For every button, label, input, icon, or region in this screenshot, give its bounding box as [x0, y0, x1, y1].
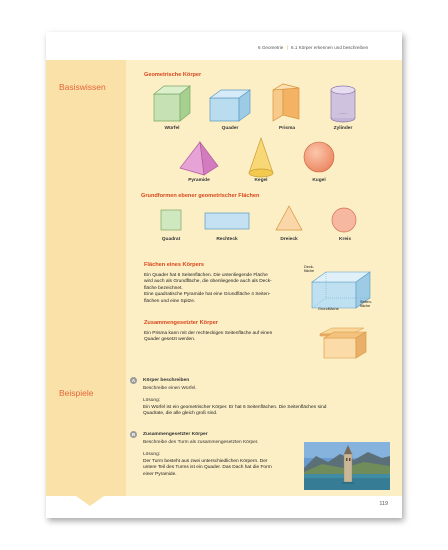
- text-line: Quadrate, die alle gleich groß sind.: [143, 411, 218, 417]
- caption-kugel: Kugel: [312, 178, 326, 183]
- sidebar: [46, 60, 126, 496]
- example-b-title: Zusammengesetzter Körper: [143, 432, 208, 437]
- caption-dreieck: Dreieck: [280, 237, 298, 242]
- sphere-shape: [302, 140, 336, 174]
- example-a-solution: [143, 405, 393, 418]
- caption-kreis: Kreis: [339, 237, 351, 242]
- example-a-badge: A: [131, 378, 136, 383]
- caption-zylinder: Zylinder: [333, 126, 353, 131]
- flaechen-koerper-text: [144, 273, 304, 305]
- header-separator: |: [286, 45, 288, 50]
- example-a-loesung-label: Lösung:: [143, 398, 161, 403]
- sidebar-notch-bottom: [76, 496, 104, 506]
- flaechen-koerper-title: Flächen eines Körpers: [144, 262, 204, 268]
- basiswissen-label: Basiswissen: [59, 82, 106, 92]
- tower-photo: [304, 442, 390, 490]
- caption-kegel: Kegel: [254, 178, 268, 183]
- caption-wuerfel: Würfel: [164, 126, 180, 131]
- text-line: wird auch als Grundfläche, die obenliegende auch als Deck-: [144, 279, 272, 285]
- pyramid-shape: [176, 140, 222, 178]
- text-line: Quader gesetzt werden.: [144, 337, 196, 343]
- cone-shape: [246, 136, 276, 180]
- composite-body-diagram: [316, 324, 376, 362]
- text-line: Ein Prisma kann mit der rechteckigen Seitenfläche auf einen: [144, 331, 273, 336]
- text-line: Eine quadratische Pyramide hat eine Grundfläche 4 Seiten-: [144, 292, 271, 298]
- textbook-page: [46, 32, 402, 518]
- header-section: 6.1 Körper erkennen und beschreiben: [291, 45, 369, 50]
- example-b-loesung-label: Lösung:: [143, 452, 161, 457]
- text-line: flächen und eine Spitze.: [144, 298, 196, 304]
- prism-shape: [269, 82, 305, 124]
- caption-pyramide: Pyramide: [188, 178, 210, 183]
- caption-rechteck: Rechteck: [216, 237, 238, 242]
- example-b-task: Beschreibe den Turm als zusammengesetzten Körper.: [143, 440, 259, 445]
- caption-prisma: Prisma: [279, 126, 295, 131]
- rectangle-shape: [203, 211, 251, 231]
- text-line: Der Turm besteht aus zwei unterschiedlichen Körpern. Der: [143, 459, 268, 464]
- square-shape: [159, 208, 183, 232]
- triangle-shape: [274, 204, 304, 232]
- text-line: einer Pyramide.: [143, 471, 177, 477]
- label-deckflaeche: Deck- fläche: [304, 265, 315, 274]
- caption-quadrat: Quadrat: [161, 237, 181, 242]
- zusammen-text: [144, 331, 314, 344]
- text-line: Ein Würfel ist ein geometrischer Körper. Er hat 6 Seitenflächen. Die Seitenflächen sind: [143, 405, 327, 410]
- flaechen-title: Grundformen ebener geometrischer Flächen: [141, 193, 260, 199]
- koerper-title: Geometrische Körper: [144, 72, 202, 78]
- example-b-solution: [143, 459, 313, 478]
- example-a-title: Körper beschreiben: [143, 378, 190, 383]
- example-a-task: Beschreibe einen Würfel.: [143, 386, 197, 391]
- zusammen-title: Zusammengesetzter Körper: [144, 320, 218, 326]
- cylinder-shape: [328, 84, 358, 124]
- header-chapter: 6 Geometrie: [258, 45, 284, 50]
- text-line: fläche bezeichnet.: [144, 285, 183, 291]
- caption-quader: Quader: [221, 126, 239, 131]
- cube-shape: [150, 84, 194, 124]
- beispiele-label: Beispiele: [59, 388, 94, 398]
- text-line: untere Teil des Turms ist ein Quader. Das Dach hat die Form: [143, 465, 272, 471]
- page-number: 119: [379, 501, 388, 507]
- cuboid-shape: [207, 88, 253, 124]
- example-b-badge: B: [131, 432, 136, 437]
- text-line: Ein Quader hat 6 Seitenflächen. Die untenliegende Fläche: [144, 273, 268, 278]
- label-seitenflaeche: Seiten- fläche: [360, 300, 373, 309]
- label-grundflaeche: Grundfläche: [318, 307, 339, 311]
- running-header: [46, 32, 402, 60]
- circle-shape: [330, 206, 358, 234]
